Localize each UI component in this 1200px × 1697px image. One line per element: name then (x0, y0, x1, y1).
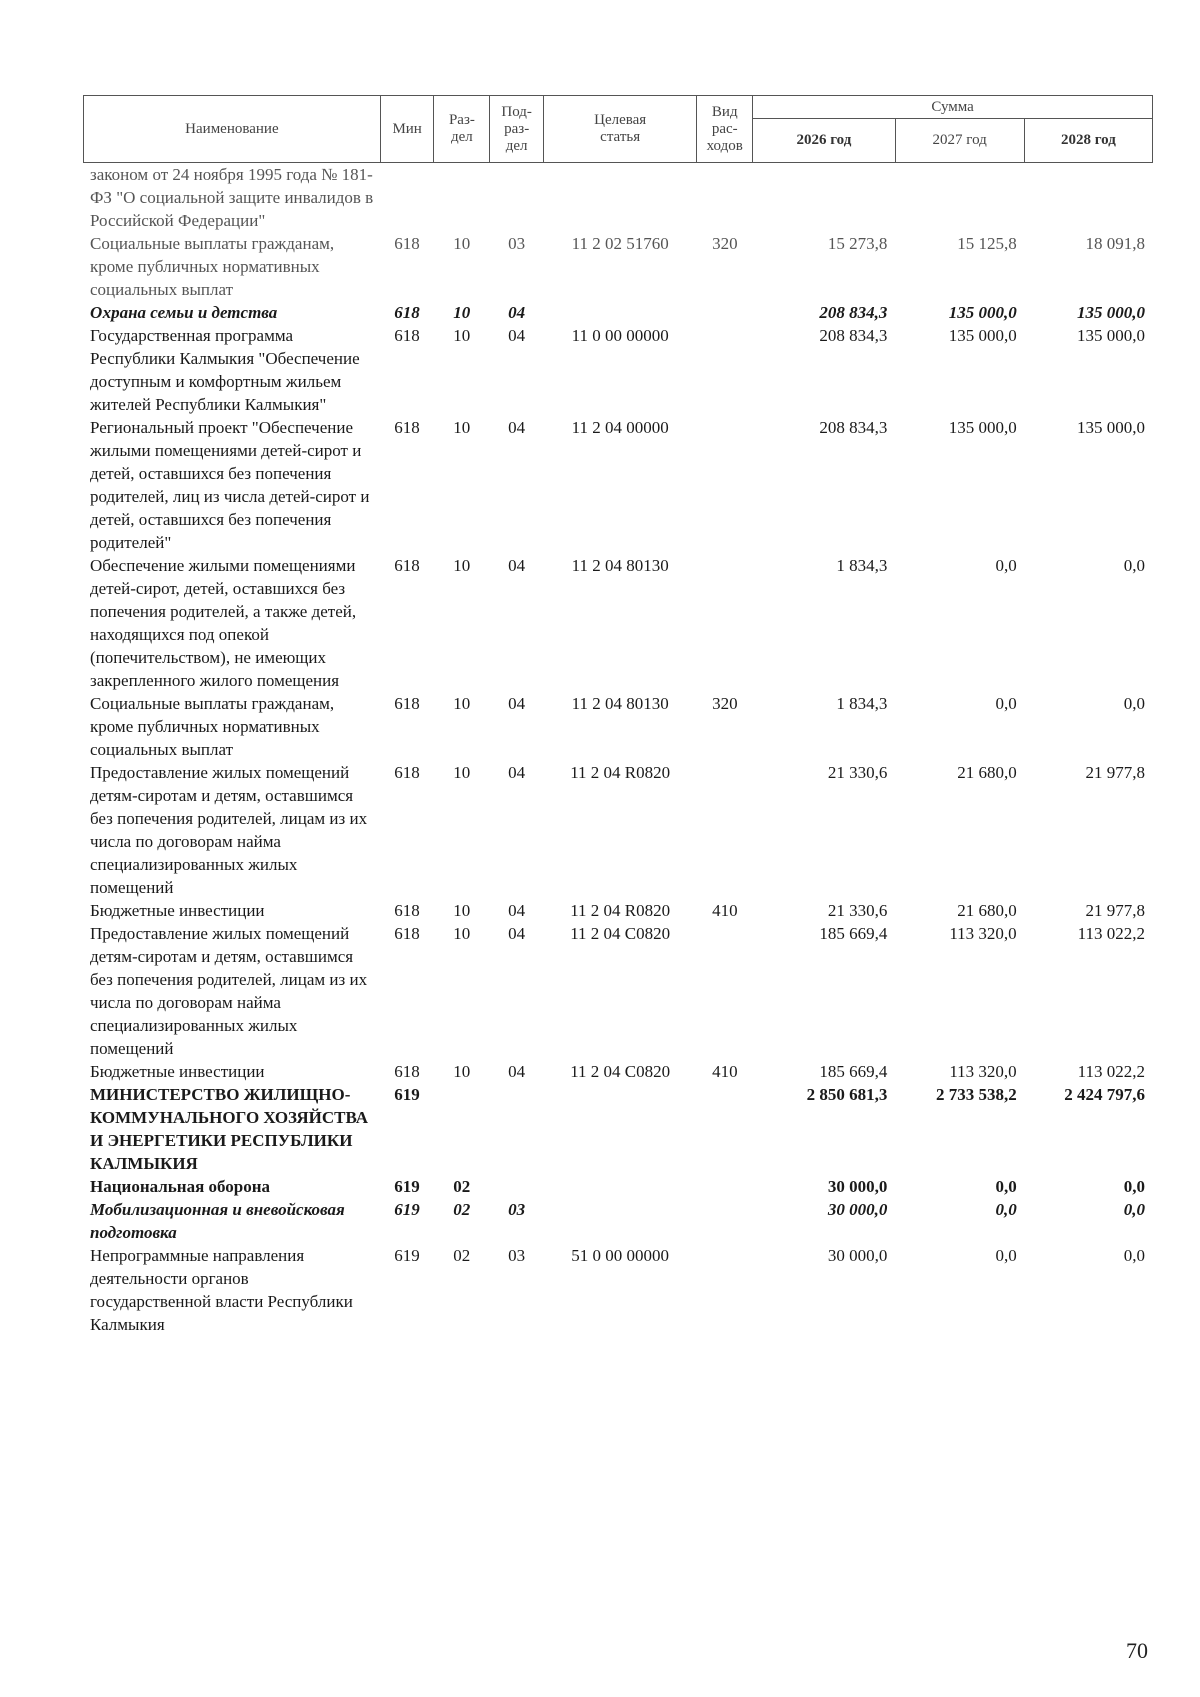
row-sum-2028: 21 977,8 (1085, 901, 1145, 920)
row-sum-2026: 185 669,4 (819, 924, 888, 943)
row-razdel: 10 (453, 418, 471, 437)
row-name: Социальные выплаты гражданам, кроме публичных нормативных социальных выплат (90, 694, 335, 759)
row-podrazdel: 04 (508, 763, 526, 782)
row-celevaya (543, 163, 696, 232)
row-min: 619 (394, 1177, 420, 1196)
row-sum-2028: 113 022,2 (1077, 924, 1145, 943)
row-sum-2026: 1 834,3 (836, 694, 888, 713)
row-sum-2027: 113 320,0 (949, 924, 1017, 943)
row-sum-2027: 135 000,0 (948, 418, 1017, 437)
row-podrazdel: 03 (508, 1200, 526, 1219)
table-row (83, 301, 1153, 324)
row-sum-2026: 30 000,0 (827, 1200, 888, 1219)
row-sum-2026: 1 834,3 (836, 556, 888, 575)
row-min: 618 (394, 303, 420, 322)
row-name: законом от 24 ноября 1995 года № 181-ФЗ "О социальной защите инвалидов в Российской Федерации" (90, 165, 374, 230)
row-sum-2028: 0,0 (1123, 694, 1145, 713)
row-sum-2027: 15 125,8 (957, 234, 1017, 253)
header-2026: 2026 год (753, 119, 895, 163)
row-sum-2028: 18 091,8 (1085, 234, 1145, 253)
row-name: Охрана семьи и детства (90, 303, 278, 322)
row-sum-2026: 30 000,0 (827, 1246, 888, 1265)
row-vid: 320 (712, 234, 738, 253)
header-celevaya: Целевая статья (543, 96, 696, 163)
row-sum-2026: 185 669,4 (819, 1062, 888, 1081)
row-vid (697, 324, 753, 416)
row-sum-2027: 113 320,0 (949, 1062, 1017, 1081)
header-podrazdel: Под- раз- дел (490, 96, 544, 163)
row-sum-2028: 0,0 (1123, 1200, 1145, 1219)
row-podrazdel: 04 (508, 924, 526, 943)
row-min: 619 (394, 1200, 420, 1219)
row-vid (697, 416, 753, 554)
header-2028: 2028 год (1024, 119, 1152, 163)
row-sum-2027: 135 000,0 (948, 326, 1017, 345)
row-celevaya: 11 2 04 00000 (571, 418, 669, 437)
row-razdel: 10 (453, 924, 471, 943)
row-sum-2026: 208 834,3 (819, 326, 888, 345)
row-min: 618 (394, 556, 420, 575)
row-min: 619 (394, 1246, 420, 1265)
row-podrazdel (490, 1083, 544, 1175)
row-podrazdel: 04 (508, 901, 526, 920)
row-podrazdel: 04 (508, 1062, 526, 1081)
row-celevaya: 11 2 02 51760 (571, 234, 669, 253)
row-vid: 320 (712, 694, 738, 713)
row-podrazdel: 04 (508, 418, 526, 437)
row-sum-2027: 0,0 (995, 1246, 1017, 1265)
row-celevaya: 11 2 04 80130 (571, 556, 669, 575)
row-vid (697, 163, 753, 232)
row-name: Социальные выплаты гражданам, кроме публичных нормативных социальных выплат (90, 234, 335, 299)
row-razdel: 02 (453, 1200, 471, 1219)
row-min: 619 (394, 1085, 420, 1104)
table-row (83, 163, 1153, 232)
table-row (83, 554, 1153, 692)
row-razdel: 10 (453, 556, 471, 575)
row-sum-2027 (895, 163, 1024, 232)
row-podrazdel: 03 (508, 234, 526, 253)
row-celevaya (543, 301, 696, 324)
row-sum-2026: 2 850 681,3 (806, 1085, 888, 1104)
row-name: Бюджетные инвестиции (90, 1062, 265, 1081)
row-name: Национальная оборона (90, 1177, 271, 1196)
row-sum-2028: 0,0 (1123, 556, 1145, 575)
row-celevaya: 11 2 04 R0820 (570, 763, 671, 782)
table-row (83, 692, 1153, 761)
row-sum-2028: 135 000,0 (1077, 326, 1145, 345)
row-podrazdel: 04 (508, 694, 526, 713)
header-min: Мин (380, 96, 434, 163)
row-razdel: 10 (453, 326, 471, 345)
row-sum-2027: 2 733 538,2 (935, 1085, 1017, 1104)
row-name: Бюджетные инвестиции (90, 901, 265, 920)
row-vid (697, 1083, 753, 1175)
header-name: Наименование (84, 96, 381, 163)
row-sum-2026: 15 273,8 (827, 234, 888, 253)
table-row (83, 1198, 1153, 1244)
table-row (83, 1083, 1153, 1175)
row-min (380, 163, 434, 232)
row-celevaya: 11 2 04 С0820 (570, 1062, 671, 1081)
row-name: Государственная программа Республики Калмыкия "Обеспечение доступным и комфортным жильем жителей Республики Калмыкия" (90, 326, 360, 414)
row-sum-2027: 0,0 (995, 1200, 1017, 1219)
row-celevaya (543, 1083, 696, 1175)
row-razdel: 02 (453, 1246, 471, 1265)
page-number: 70 (1126, 1638, 1148, 1663)
row-min: 618 (394, 1062, 420, 1081)
row-sum-2026: 30 000,0 (827, 1177, 888, 1196)
row-vid (697, 554, 753, 692)
row-sum-2026: 21 330,6 (827, 901, 888, 920)
row-vid (697, 761, 753, 899)
row-sum-2028: 113 022,2 (1077, 1062, 1145, 1081)
row-razdel (434, 1083, 490, 1175)
row-sum-2028: 0,0 (1123, 1246, 1145, 1265)
row-podrazdel (490, 163, 544, 232)
table-row (83, 1060, 1153, 1083)
row-sum-2026: 21 330,6 (827, 763, 888, 782)
row-sum-2027: 21 680,0 (957, 901, 1017, 920)
row-sum-2028: 2 424 797,6 (1064, 1085, 1145, 1104)
row-podrazdel: 04 (508, 303, 526, 322)
header-summa: Сумма (753, 96, 1153, 119)
table-row (83, 899, 1153, 922)
budget-table-page (83, 95, 1153, 1336)
row-vid (697, 1244, 753, 1336)
row-podrazdel: 04 (508, 326, 526, 345)
row-sum-2027: 21 680,0 (957, 763, 1017, 782)
row-podrazdel: 04 (508, 556, 526, 575)
header-razdel: Раз- дел (434, 96, 490, 163)
row-podrazdel: 03 (508, 1246, 526, 1265)
row-razdel: 10 (453, 303, 471, 322)
row-razdel: 10 (453, 1062, 471, 1081)
row-sum-2027: 0,0 (995, 694, 1017, 713)
table-row (83, 922, 1153, 1060)
header-2027: 2027 год (895, 119, 1024, 163)
row-razdel: 10 (453, 694, 471, 713)
row-vid: 410 (712, 901, 738, 920)
row-min: 618 (394, 694, 420, 713)
table-row (83, 416, 1153, 554)
row-podrazdel (490, 1175, 544, 1198)
row-vid (697, 301, 753, 324)
row-vid: 410 (712, 1062, 738, 1081)
row-sum-2027: 135 000,0 (948, 303, 1017, 322)
row-name: Мобилизационная и вневойсковая подготовка (90, 1200, 345, 1242)
row-name: Непрограммные направления деятельности органов государственной власти Республики Калмыкия (90, 1246, 353, 1334)
row-sum-2027: 0,0 (995, 1177, 1017, 1196)
table-row (83, 1244, 1153, 1336)
row-celevaya: 11 2 04 80130 (571, 694, 669, 713)
row-name: Региональный проект "Обеспечение жилыми помещениями детей-сирот и детей, оставшихся без попечения родителей, лиц из числа детей-сирот и детей, оставшихся без попечения родителей" (90, 418, 370, 552)
row-sum-2028: 135 000,0 (1077, 303, 1145, 322)
row-min: 618 (394, 763, 420, 782)
row-min: 618 (394, 924, 420, 943)
row-sum-2028: 21 977,8 (1085, 763, 1145, 782)
table-header (83, 95, 1153, 163)
table-row (83, 232, 1153, 301)
table-row (83, 761, 1153, 899)
row-razdel (434, 163, 490, 232)
row-sum-2026: 208 834,3 (819, 303, 888, 322)
row-razdel: 10 (453, 234, 471, 253)
row-min: 618 (394, 326, 420, 345)
row-razdel: 10 (453, 763, 471, 782)
table-row (83, 324, 1153, 416)
row-sum-2026: 208 834,3 (819, 418, 888, 437)
row-celevaya (543, 1175, 696, 1198)
row-name: Обеспечение жилыми помещениями детей-сирот, детей, оставшихся без попечения родителей, а также детей, находящихся под опекой (попечительством), не имеющих закрепленного жилого помещения (90, 556, 357, 690)
row-sum-2027: 0,0 (995, 556, 1017, 575)
row-celevaya: 11 2 04 R0820 (570, 901, 671, 920)
header-vid: Вид рас- ходов (697, 96, 753, 163)
row-min: 618 (394, 234, 420, 253)
row-razdel: 02 (453, 1177, 471, 1196)
row-sum-2026 (753, 163, 896, 232)
row-name: МИНИСТЕРСТВО ЖИЛИЩНО-КОММУНАЛЬНОГО ХОЗЯЙСТВА И ЭНЕРГЕТИКИ РЕСПУБЛИКИ КАЛМЫКИЯ (90, 1085, 369, 1173)
row-celevaya: 11 0 00 00000 (571, 326, 669, 345)
row-vid (697, 922, 753, 1060)
row-celevaya (543, 1198, 696, 1244)
row-vid (697, 1198, 753, 1244)
row-vid (697, 1175, 753, 1198)
row-sum-2028: 0,0 (1123, 1177, 1145, 1196)
row-celevaya: 11 2 04 С0820 (570, 924, 671, 943)
row-name: Предоставление жилых помещений детям-сиротам и детям, оставшимся без попечения родителей, лицам из их числа по договорам найма специализированных жилых помещений (90, 763, 368, 897)
row-sum-2028: 135 000,0 (1077, 418, 1145, 437)
row-name: Предоставление жилых помещений детям-сиротам и детям, оставшимся без попечения родителей, лицам из их числа по договорам найма специализированных жилых помещений (90, 924, 368, 1058)
row-celevaya: 51 0 00 00000 (571, 1246, 670, 1265)
table-row (83, 1175, 1153, 1198)
row-razdel: 10 (453, 901, 471, 920)
row-sum-2028 (1025, 163, 1153, 232)
row-min: 618 (394, 901, 420, 920)
table-body (83, 163, 1153, 1336)
row-min: 618 (394, 418, 420, 437)
